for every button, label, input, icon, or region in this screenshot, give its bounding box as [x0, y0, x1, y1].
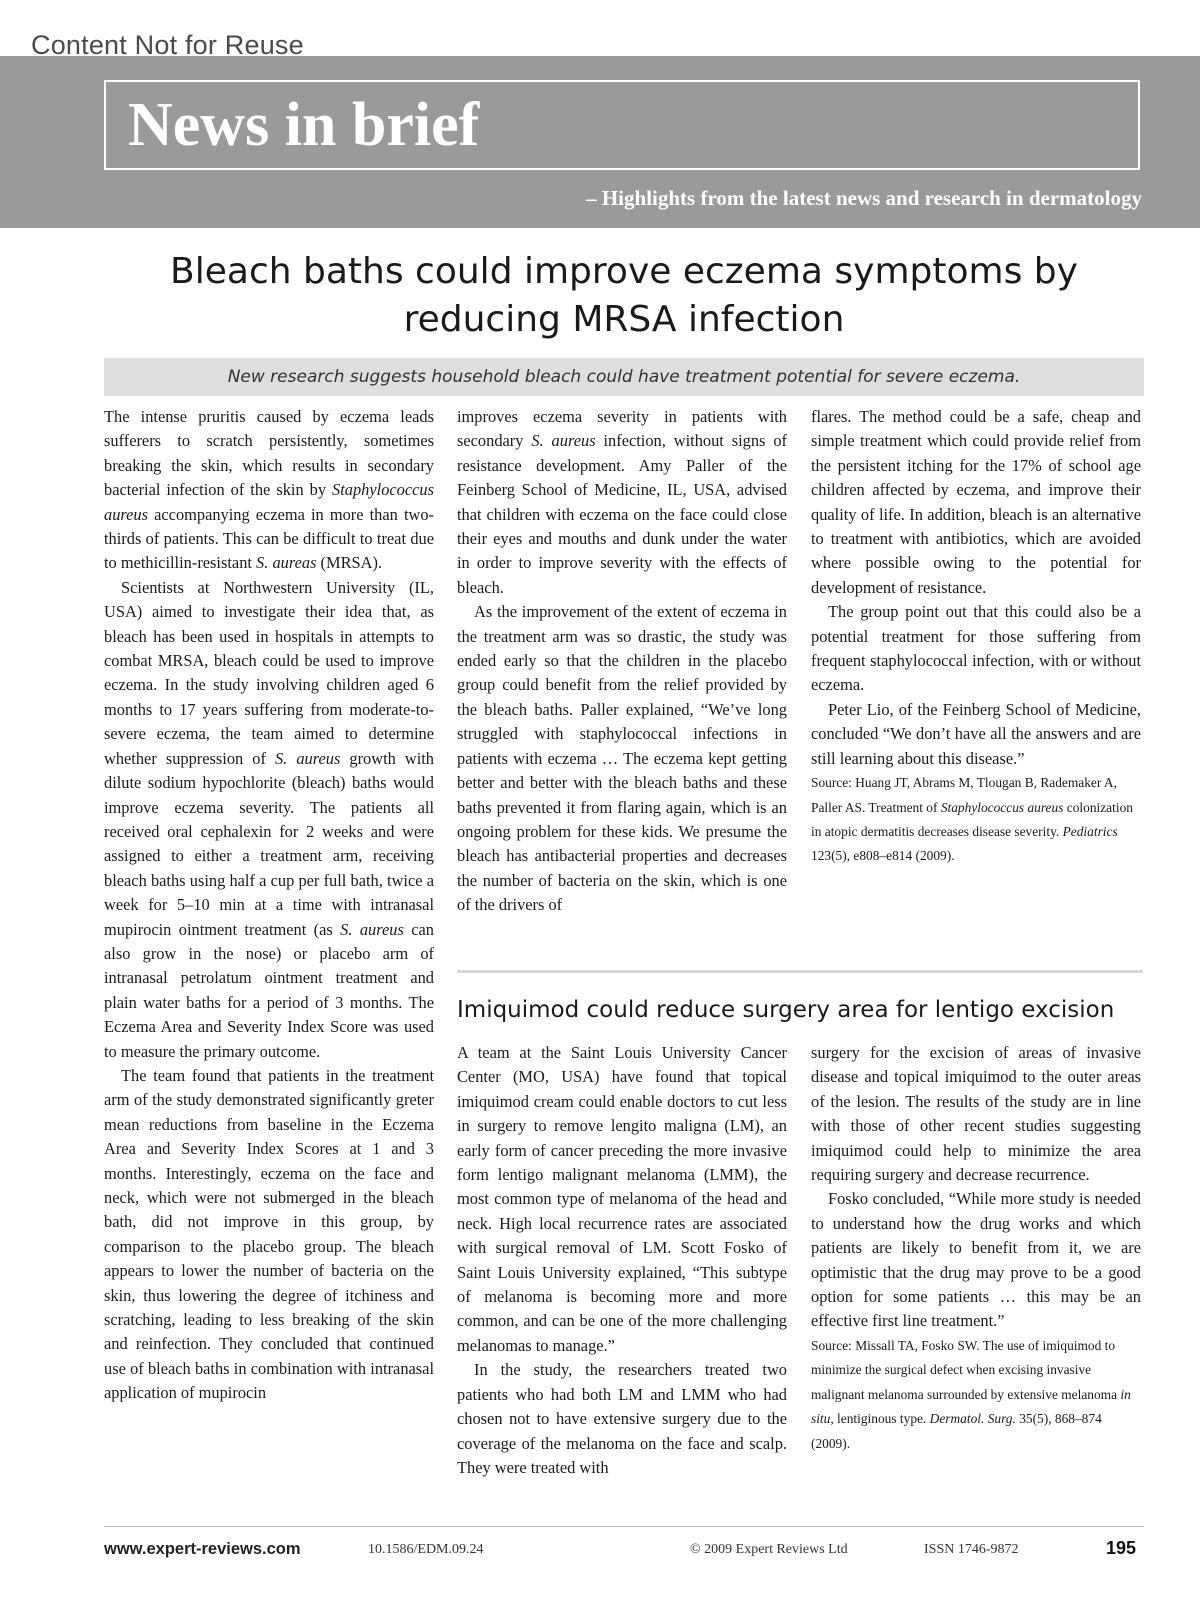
section-header [0, 56, 1200, 228]
article1-paragraph-4-continued: flares. The method could be a safe, cheap and simple treatment which could provide relief from the persistent itching for the 17% of school age children affected by eczema, and improve their quality of life. In addition, bleach is an alternative to treatment with antibiotics, which are avoided where possible owing to the potential for development of resistance. [811, 407, 1141, 597]
article1-paragraph-6: Peter Lio, of the Feinberg School of Medicine, concluded “We don’t have all the answers and are still learning about this disease.” [811, 699, 1141, 768]
section-title-box [104, 80, 1140, 170]
article1-column-3 [811, 405, 1141, 869]
article1-source: Source: Huang JT, Abrams M, Tlougan B, Rademaker A, Paller AS. Treatment of Staphylococcus aureus colonization in atopic dermatitis decreases disease severity. Pediatrics 123(5), e808–e814 (2009). [811, 775, 1133, 864]
article1-paragraph-3-continued: improves eczema severity in patients with secondary S. aureus infection, without signs of resistance development. Amy Paller of the Feinberg School of Medicine, IL, USA, advised that children with eczema on the face could close their eyes and mouths and dunk under the water in order to improve severity with the effects of bleach. [457, 407, 788, 597]
article2-paragraph-2: In the study, the researchers treated two patients who had both LM and LMM who had chosen not to have extensive surgery due to the coverage of the melanoma on the face and scalp. They were treated with [457, 1360, 787, 1477]
footer-rule [104, 1526, 1144, 1527]
article1-column-2 [457, 405, 787, 918]
article2-column-1 [457, 1041, 787, 1480]
article1-paragraph-4: As the improvement of the extent of eczema in the treatment arm was so drastic, the study was ended early so that the children in the placebo group could benefit from the relief provided by the bleach baths. Paller explained, “We’ve long struggled with staphylococcal infections in patients with eczema … The eczema kept getting better and better with the bleach baths and these baths prevented it from flaring again, which is an ongoing problem for these kids. We presume the bleach has antibacterial properties and decreases the number of bacteria on the skin, which is one of the drivers of [457, 602, 787, 915]
article1-paragraph-2: Scientists at Northwestern University (IL, USA) aimed to investigate their idea that, as bleach has been used in hospitals in attempts to combat MRSA, bleach could be used to improve eczema. In the study involving children aged 6 months to 17 years suffering from moderate-to-severe eczema, the team aimed to determine whether suppression of S. aureus growth with dilute sodium hypochlorite (bleach) baths would improve eczema severity. The patients all received oral cephalexin for 2 weeks and were assigned to either a treatment arm, receiving bleach baths using half a cup per full bath, twice a week for 5–10 min at a time with intranasal mupirocin ointment treatment (as S. aureus can also grow in the nose) or placebo arm of intranasal petrolatum ointment treatment and plain water baths for a period of 3 months. The Eczema Area and Severity Index Score was used to measure the primary outcome. [104, 577, 435, 1061]
footer-doi: 10.1586/EDM.09.24 [368, 1542, 484, 1557]
article2-title: Imiquimod could reduce surgery area for lentigo excision [457, 997, 1115, 1023]
article-title [104, 248, 1144, 344]
article-standfirst: New research suggests household bleach could have treatment potential for severe eczema. [104, 358, 1144, 396]
article2-source: Source: Missall TA, Fosko SW. The use of imiquimod to minimize the surgical defect when excising invasive malignant melanoma surrounded by extensive melanoma in situ, lentiginous type. Dermatol. Surg. 35(5), 868–874 (2009). [811, 1337, 1131, 1451]
footer-issn: ISSN 1746-9872 [924, 1542, 1019, 1557]
section-title: News in brief [128, 91, 480, 159]
footer-website-link[interactable]: www.expert-reviews.com [104, 1540, 301, 1558]
article2-paragraph-3: Fosko concluded, “While more study is needed to understand how the drug works and which patients are likely to benefit from it, we are optimistic that the drug may prove to be a good option for some patients … this may be an effective first line treatment.” [811, 1189, 1141, 1331]
article-divider [457, 970, 1143, 973]
watermark: Content Not for Reuse [31, 30, 304, 60]
article1-paragraph-5: The group point out that this could also be a potential treatment for those suffering from frequent staphylococcal infection, with or without eczema. [811, 602, 1141, 695]
article2-paragraph-1: A team at the Saint Louis University Cancer Center (MO, USA) have found that topical imiquimod cream could enable doctors to cut less in surgery to remove lengito maligna (LM), an early form of cancer preceding the more invasive form lentigo malignant melanoma (LMM), the most common type of melanoma of the head and neck. High local recurrence rates are associated with surgical removal of LM. Scott Fosko of Saint Louis University explained, “This subtype of melanoma is becoming more and more common, and can be one of the more challenging melanomas to manage.” [457, 1043, 787, 1355]
section-subtitle: – Highlights from the latest news and research in dermatology [586, 186, 1142, 210]
footer-copyright: © 2009 Expert Reviews Ltd [690, 1542, 848, 1557]
page-number: 195 [1106, 1538, 1137, 1558]
article1-column-1 [104, 405, 434, 1406]
article2-paragraph-2-continued: surgery for the excision of areas of invasive disease and topical imiquimod to the outer areas of the lesion. The results of the study are in line with those of other recent studies suggesting imiquimod could help to minimize the area requiring surgery and decrease recurrence. [811, 1043, 1141, 1185]
article-title-line-2: reducing MRSA infection [403, 299, 845, 340]
article2-column-2 [811, 1041, 1141, 1456]
article1-paragraph-3: The team found that patients in the treatment arm of the study demonstrated significantly greter mean reductions from baseline in the Eczema Area and Severity Index Scores at 1 and 3 months. Interestingly, eczema on the face and neck, which were not submerged in the bleach bath, did not improve in this group, by comparison to the placebo group. The bleach appears to lower the number of bacteria on the skin, thus lowering the degree of itchiness and scratching, leading to less breaking of the skin and reinfection. They concluded that continued use of bleach baths in combination with intranasal application of mupirocin [104, 1065, 434, 1403]
article-title-line-1: Bleach baths could improve eczema symptoms by [170, 251, 1078, 292]
article1-paragraph-1: The intense pruritis caused by eczema leads sufferers to scratch persistently, sometimes breaking the skin, which results in secondary bacterial infection of the skin by Staphylococcus aureus accompanying eczema in more than two-thirds of patients. This can be difficult to treat due to methicillin-resistant S. aureas (MRSA). [104, 407, 434, 573]
